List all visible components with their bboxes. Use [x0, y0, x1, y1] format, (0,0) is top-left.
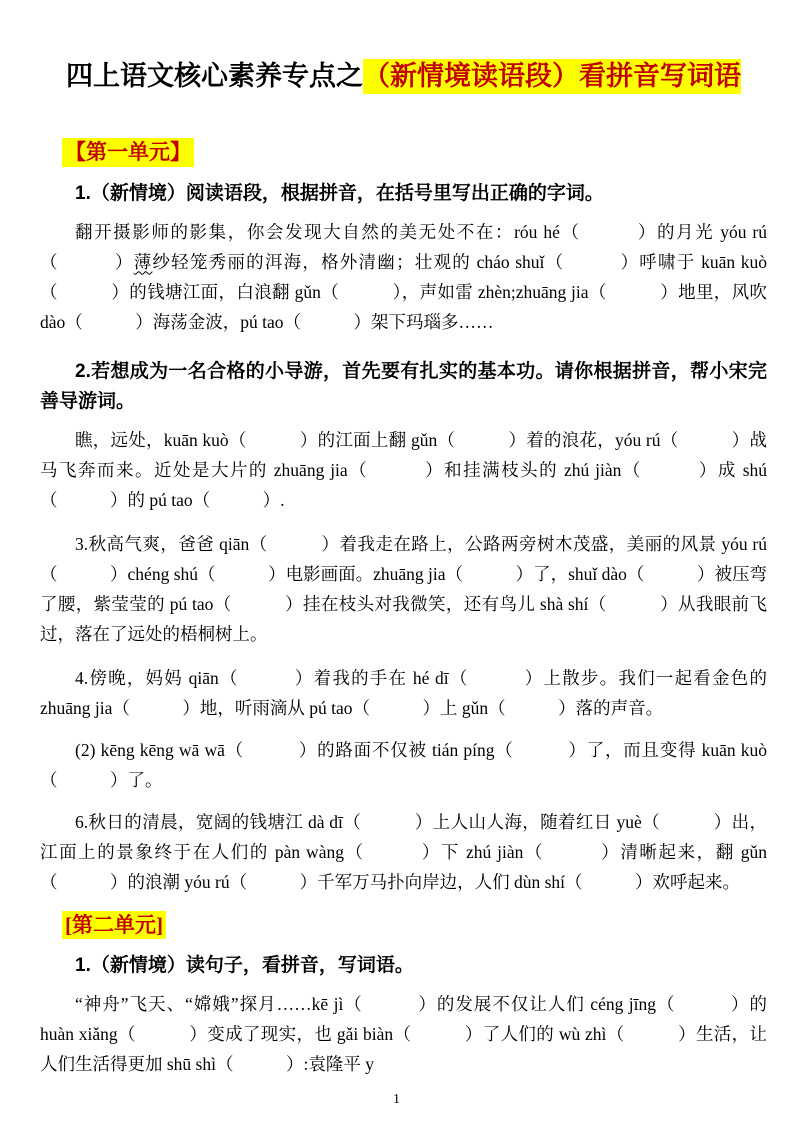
- title-prefix: 四上语文核心素养专点之: [66, 61, 363, 91]
- page-title: [40, 58, 767, 94]
- unit1-question2-heading: 2.若想成为一名合格的小导游，首先要有扎实的基本功。请你根据拼音，帮小宋完善导游词。: [40, 360, 767, 412]
- paragraph-1-text-after: 纱轻笼秀丽的洱海，格外清幽；壮观的 cháo shuǐ（ ）呼啸于 kuān kuò（ ）的钱塘江面，白浪翻 gǔn（ ），声如雷 zhèn;zhuāng jia（ ）地里，风吹 dào（ ）海荡金波，pú tao（ ）架下玛瑙多……: [40, 251, 768, 332]
- unit2-header: [62, 911, 767, 939]
- title-highlighted-segment: （新情境读语段）看拼音写词语: [363, 59, 741, 94]
- unit1-paragraph-5: (2) kēng kēng wā wā（ ）的路面不仅被 tián píng（ ）了，而且变得 kuān kuò（ ）了。: [40, 739, 767, 790]
- unit1-paragraph-1: [40, 217, 767, 337]
- unit1-paragraph-4: 4.傍晚，妈妈 qiān（ ）着我的手在 hé dī（ ）上散步。我们一起看金色的 zhuāng jia（ ）地，听雨滴从 pú tao（ ）上 gǔn（ ）落的声音。: [40, 667, 767, 718]
- unit1-header-label: 【第一单元】: [62, 138, 194, 166]
- paragraph-1-text-before: 翻开摄影师的影集，你会发现大自然的美无处不在：róu hé（ ）的月光 yóu rú（ ）: [40, 221, 767, 272]
- unit1-question1-heading: 1.（新情境）阅读语段，根据拼音，在括号里写出正确的字词。: [75, 182, 604, 204]
- unit2-paragraph-1: “神舟”飞天、“嫦娥”探月……kē jì（ ）的发展不仅让人们 céng jīng（ ）的 huàn xiǎng（ ）变成了现实，也 gǎi biàn（ ）了人们的 wù zhì（ ）生活，让人们生活得更加 shū shì（ ）:袁隆平 y: [40, 993, 767, 1074]
- page-number: 1: [393, 1092, 400, 1107]
- unit2-header-label: [第二单元]: [62, 911, 166, 939]
- unit1-paragraph-6: 6.秋日的清晨，宽阔的钱塘江 dà dī（ ）上人山人海，随着红日 yuè（ ）出，江面上的景象终于在人们的 pàn wàng（ ）下 zhú jiàn（ ）清晰起来，翻 gǔn（ ）的浪潮 yóu rú（ ）千军万马扑向岸边，人们 dùn shí（ ）欢呼起来。: [40, 811, 767, 892]
- unit1-paragraph-3: 3.秋高气爽，爸爸 qiān（ ）着我走在路上，公路两旁树木茂盛，美丽的风景 yóu rú（ ）chéng shú（ ）电影画面。zhuāng jia（ ）了，shuǐ dào（ ）被压弯了腰，紫莹莹的 pú tao（ ）挂在枝头对我微笑，还有鸟儿 shà shí（ ）从我眼前飞过，落在了远处的梧桐树上。: [40, 533, 767, 644]
- unit1-paragraph-2: 瞧，远处，kuān kuò（ ）的江面上翻 gǔn（ ）着的浪花，yóu rú（ ）战马飞奔而来。近处是大片的 zhuāng jia（ ）和挂满枝头的 zhú jiàn（ ）成 shú（ ）的 pú tao（ ）.: [40, 429, 767, 510]
- paragraph-1-underlined-char: 薄: [133, 251, 153, 272]
- unit2-question1-heading: 1.（新情境）读句子，看拼音，写词语。: [75, 954, 414, 976]
- unit1-header: [62, 138, 767, 166]
